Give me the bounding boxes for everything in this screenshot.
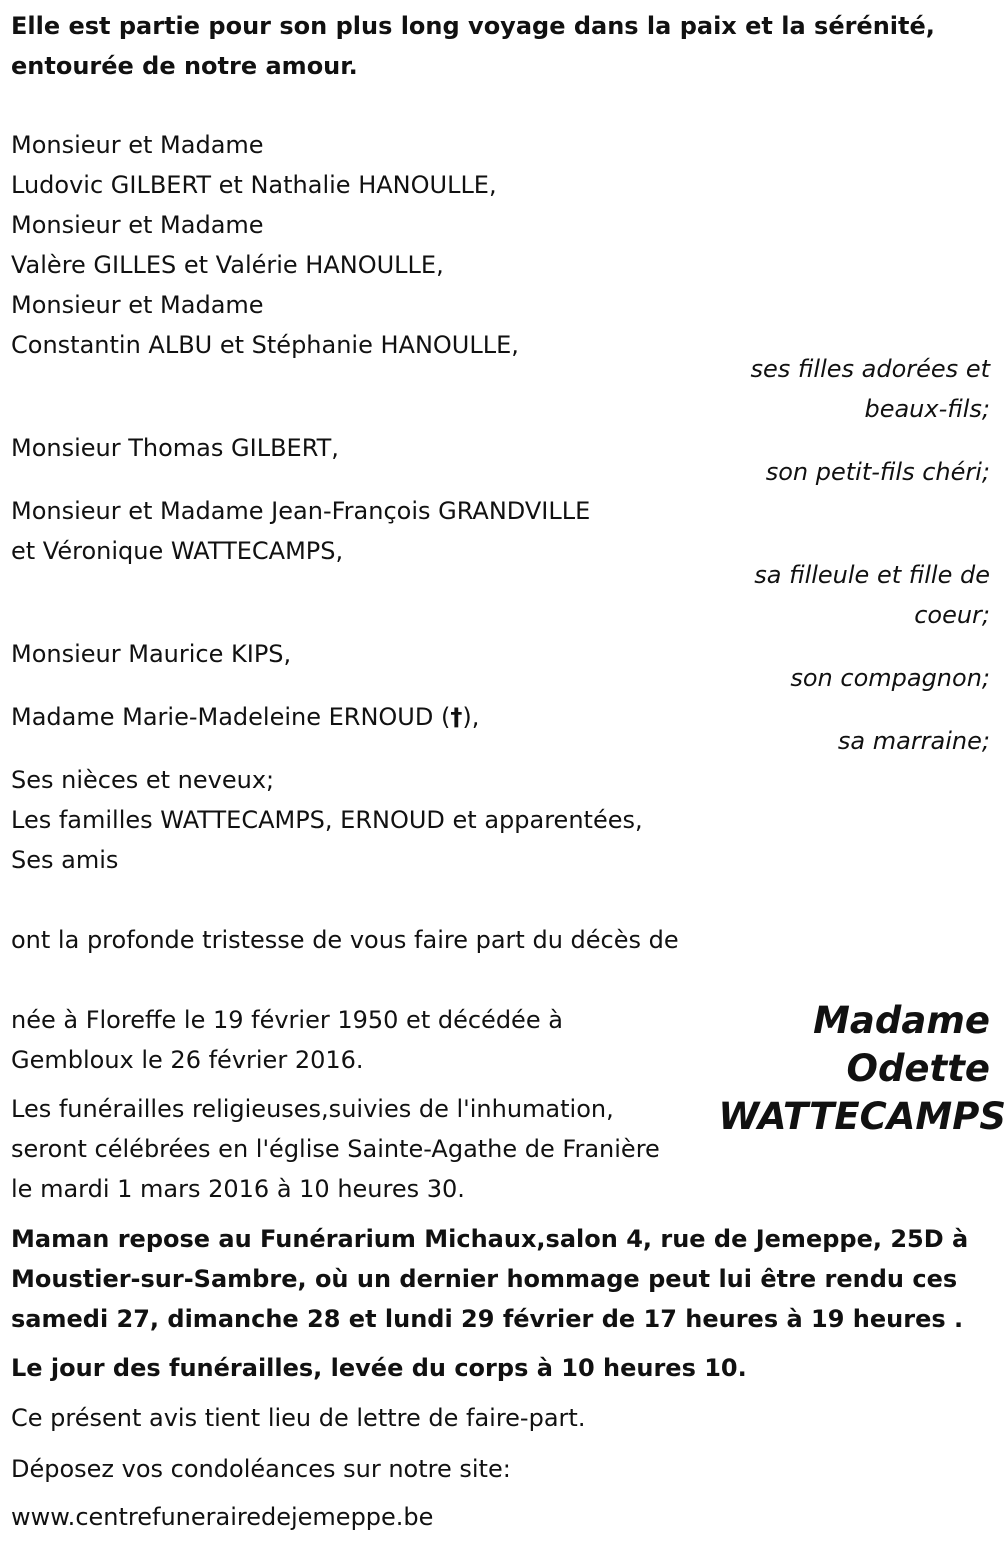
deceased-title: Madame — [813, 999, 990, 1042]
family-others: Les familles WATTECAMPS, ERNOUD et apparentées, — [11, 806, 643, 834]
family-companion: Monsieur Maurice KIPS, — [11, 640, 292, 668]
family-line: Monsieur et Madame — [11, 291, 264, 319]
family-others: Ses nièces et neveux; — [11, 766, 275, 794]
deceased-firstname: Odette — [846, 1047, 990, 1090]
levee-line: Le jour des funérailles, levée du corps à 10 heures 10. — [11, 1354, 747, 1382]
role-daughters-2: beaux-fils; — [864, 395, 990, 423]
role-goddaughter-1: sa filleule et fille de — [754, 561, 990, 589]
family-goddaughter-1: Monsieur et Madame Jean-François GRANDVILLE — [11, 497, 591, 525]
condolences-line: Déposez vos condoléances sur notre site: — [11, 1455, 511, 1483]
cross-icon: † — [450, 703, 463, 731]
repose-line: Moustier-sur-Sambre, où un dernier hommage peut lui être rendu ces — [11, 1265, 958, 1293]
role-daughters-1: ses filles adorées et — [750, 355, 990, 383]
family-godmother — [11, 697, 479, 737]
intro-line-1: Elle est partie pour son plus long voyage dans la paix et la sérénité, — [11, 12, 935, 40]
birth-line-2: Gembloux le 26 février 2016. — [11, 1046, 364, 1074]
repose-line: Maman repose au Funérarium Michaux,salon 4, rue de Jemeppe, 25D à — [11, 1225, 969, 1253]
role-grandson: son petit-fils chéri; — [765, 458, 990, 486]
deceased-name — [718, 997, 1006, 1141]
funeral-line: le mardi 1 mars 2016 à 10 heures 30. — [11, 1175, 465, 1203]
family-goddaughter-2: et Véronique WATTECAMPS, — [11, 537, 344, 565]
godmother-suffix: ), — [462, 703, 480, 731]
family-others: Ses amis — [11, 846, 119, 874]
deceased-lastname: WATTECAMPS — [718, 1095, 1006, 1138]
family-line: Monsieur et Madame — [11, 211, 264, 239]
notice-line: Ce présent avis tient lieu de lettre de faire-part. — [11, 1404, 586, 1432]
role-goddaughter-2: coeur; — [914, 601, 990, 629]
family-grandson: Monsieur Thomas GILBERT, — [11, 434, 339, 462]
funeral-line: Les funérailles religieuses,suivies de l'inhumation, — [11, 1095, 614, 1123]
funeral-line: seront célébrées en l'église Sainte-Agathe de Franière — [11, 1135, 660, 1163]
repose-line: samedi 27, dimanche 28 et lundi 29 février de 17 heures à 19 heures . — [11, 1305, 964, 1333]
godmother-name: Madame Marie-Madeleine ERNOUD ( — [11, 703, 451, 731]
birth-line-1: née à Floreffe le 19 février 1950 et décédée à — [11, 1006, 563, 1034]
intro-line-2: entourée de notre amour. — [11, 52, 358, 80]
announcement: ont la profonde tristesse de vous faire part du décès de — [11, 926, 679, 954]
role-godmother: sa marraine; — [837, 727, 990, 755]
role-companion: son compagnon; — [790, 664, 990, 692]
website-link[interactable]: www.centrefunerairedejemeppe.be — [11, 1503, 434, 1531]
family-line: Monsieur et Madame — [11, 131, 264, 159]
family-line: Ludovic GILBERT et Nathalie HANOULLE, — [11, 171, 497, 199]
family-line: Valère GILLES et Valérie HANOULLE, — [11, 251, 444, 279]
family-line: Constantin ALBU et Stéphanie HANOULLE, — [11, 331, 519, 359]
